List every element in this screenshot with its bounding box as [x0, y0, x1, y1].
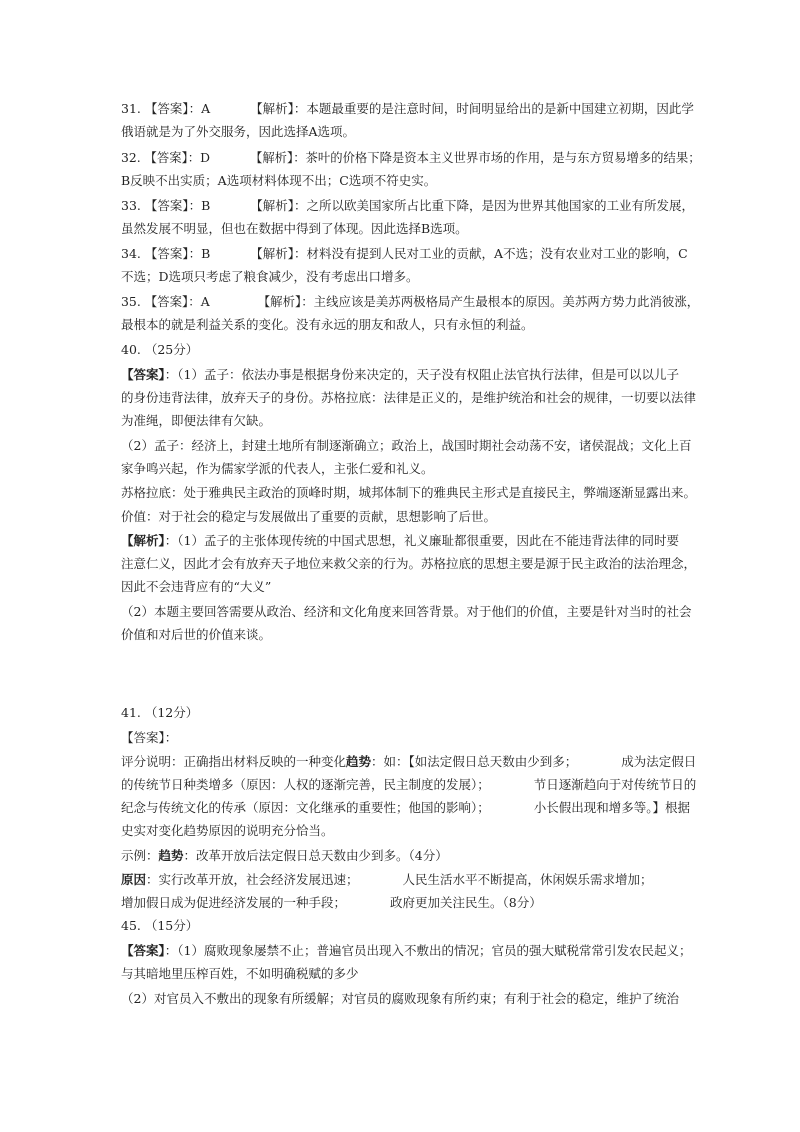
q41-cause-text: 增加假日成为促进经济发展的一种手段； — [121, 895, 347, 910]
q45-part2-1: （2）对官员入不敷出的现象有所缓解；对官员的腐败现象有所约束；有利于社会的稳定，维护了统治 — [121, 991, 679, 1006]
q41-cause-text: ：实行改革开放，社会经济发展迅速； — [146, 872, 359, 887]
q41-answer-label: 【答案】： — [121, 730, 178, 745]
q34-analysis: 【解析】：材料没有提到人民对工业的贡献，A不选；没有农业对工业的影响，C — [250, 246, 688, 261]
q41-cause-text: 政府更加关注民生。（8分） — [390, 895, 542, 910]
q33-answer: 33. 【答案】：B — [121, 198, 211, 213]
q33-line-1 — [121, 198, 694, 214]
q45-answer-label: 【答案】 — [121, 943, 165, 958]
q40-socrates: 苏格拉底：处于雅典民主政治的顶峰时期，城邦体制下的雅典民主形式是直接民主，弊端逐渐显露出来。 — [121, 485, 697, 500]
q41-example-trend: 趋势 — [158, 848, 184, 863]
q40-part2-2: 家争鸣兴起，作为儒家学派的代表人，主张仁爱和礼义。 — [121, 461, 434, 476]
q40-analysis-part2-1: （2）本题主要回答需要从政治、经济和文化角度来回答背景。对于他们的价值，主要是针对当时的社会 — [121, 604, 692, 619]
q41-rubric-example: ：如：【如法定假日总天数由少到多； — [371, 754, 578, 769]
q41-example — [121, 848, 448, 864]
q41-rubric-item: 节日逐渐趋向于对传统节日的 — [533, 777, 697, 792]
q40-answer-2: 的身份违背法律，放弃天子的身份。苏格拉底：法律是正义的，是维护统治和社会的规律，一切要以法律 — [121, 390, 697, 405]
q41-cause-2 — [121, 895, 542, 911]
q41-cause-1 — [121, 872, 653, 888]
q31-analysis: 【解析】：本题最重要的是注意时间，时间明显给出的是新中国建立初期，因此学 — [250, 101, 694, 116]
q32-line-2: B反映不出实质；A选项材料体现不出；C选项不符史实。 — [121, 173, 437, 188]
q40-analysis-1 — [121, 533, 679, 549]
q32-analysis: 【解析】：茶叶的价格下降是资本主义世界市场的作用，是与东方贸易增多的结果； — [250, 151, 701, 165]
q32-line-1 — [121, 150, 701, 166]
q34-answer: 34. 【答案】：B — [121, 246, 211, 261]
q35-line-1 — [121, 294, 699, 310]
q41-trend-label: 趋势 — [346, 754, 372, 769]
q41-rubric-1 — [121, 754, 696, 770]
q40-answer-3: 为准绳，即便法律有欠缺。 — [121, 413, 272, 428]
q41-heading: 41. （12分） — [121, 705, 199, 720]
q45-answer-2: 与其暗地里压榨百姓，不如明确税赋的多少 — [121, 966, 359, 981]
q41-rubric-item: 纪念与传统文化的传承（原因：文化继承的重要性；他国的影响）； — [121, 800, 490, 815]
q41-rubric-item: 小长假出现和增多等。】根据 — [533, 800, 691, 815]
q41-example-label: 示例： — [121, 848, 159, 863]
q31-line-2: 俄语就是为了外交服务，因此选择A选项。 — [121, 124, 356, 139]
q32-answer: 32. 【答案】：D — [121, 151, 210, 165]
q40-analysis-2: 注意仁义，因此才会有放弃天子地位来救父亲的行为。苏格拉底的思想主要是源于民主政治的法治理念， — [121, 556, 697, 571]
q45-heading: 45. （15分） — [121, 918, 199, 933]
q31-answer: 31. 【答案】：A — [121, 101, 211, 116]
q41-example-text: ：改革开放后法定假日总天数由少到多。（4分） — [183, 848, 448, 863]
q41-rubric-3 — [121, 800, 690, 816]
q35-analysis: 【解析】：主线应该是美苏两极格局产生最根本的原因。美苏两方势力此消彼涨， — [257, 294, 700, 309]
q40-analysis-3: 因此不会违背应有的“大义” — [121, 579, 272, 594]
q40-answer-1 — [121, 367, 679, 383]
q41-rubric-4: 史实对变化趋势原因的说明充分恰当。 — [121, 823, 334, 838]
q41-rubric-item: 成为法定假日 — [621, 754, 697, 769]
q40-answer-label: 【答案】 — [121, 367, 165, 382]
q41-rubric-item: 的传统节日种类增多（原因：人权的逐渐完善，民主制度的发展）； — [121, 777, 490, 792]
q40-value: 价值：对于社会的稳定与发展做出了重要的贡献，思想影响了后世。 — [121, 509, 497, 524]
q31-line-1 — [121, 101, 694, 117]
q34-line-2: 不选；D选项只考虑了粮食减少，没有考虑出口增多。 — [121, 269, 419, 284]
q41-rubric-text: 评分说明：正确指出材料反映的一种变化 — [121, 754, 347, 769]
q35-line-2: 最根本的就是利益关系的变化。没有永远的朋友和敌人，只有永恒的利益。 — [121, 317, 534, 332]
q41-cause-text: 人民生活水平不断提高，休闲娱乐需求增加； — [402, 872, 653, 887]
q40-analysis-text: ：（1）孟子的主张体现传统的中国式思想，礼义廉耻都很重要，因此在不能违背法律的同时要 — [164, 533, 679, 548]
q40-answer-text: ：（1）孟子：依法办事是根据身份来决定的，天子没有权阻止法官执行法律，但是可以以儿子 — [164, 367, 679, 382]
q41-rubric-2 — [121, 777, 696, 793]
q40-analysis-label: 【解析】 — [121, 533, 165, 548]
q45-answer-1 — [121, 943, 691, 959]
q40-analysis-part2-2: 价值和对后世的价值来谈。 — [121, 627, 272, 642]
q33-analysis: 【解析】：之所以欧美国家所占比重下降，是因为世界其他国家的工业有所发展， — [250, 198, 695, 213]
q45-answer-text: ：（1）腐败现象屡禁不止；普遍官员出现入不敷出的情况；官员的强大赋税常常引发农民起义； — [164, 943, 692, 958]
q40-part2-1: （2）孟子：经济上，封建土地所有制逐渐确立；政治上，战国时期社会动荡不安，诸侯混战；文化上百 — [121, 438, 692, 453]
q41-cause-label: 原因 — [121, 872, 147, 887]
q40-heading: 40. （25分） — [121, 342, 199, 357]
q34-line-1 — [121, 246, 688, 262]
q33-line-2: 虽然发展不明显，但也在数据中得到了体现。因此选择B选项。 — [121, 221, 468, 236]
q35-answer: 35. 【答案】：A — [121, 294, 210, 309]
